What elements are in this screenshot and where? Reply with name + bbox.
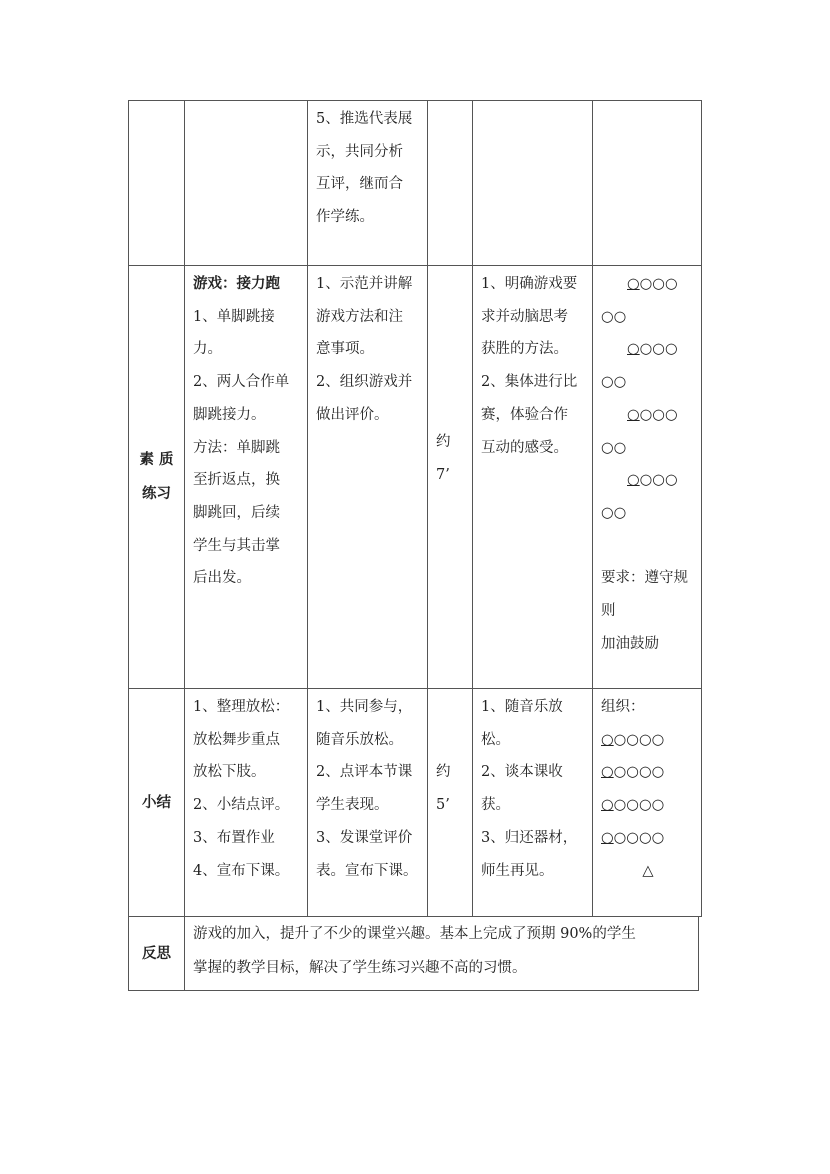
formation-row: ○○○○	[627, 341, 678, 358]
row1-time-cell	[427, 100, 473, 266]
content-line: 学生与其击掌	[193, 537, 280, 554]
row1-student-cell	[472, 100, 593, 266]
formation-row: ○○○○	[627, 472, 678, 489]
row2-content-cell	[184, 265, 308, 689]
row2-organization-cell	[592, 265, 702, 689]
formation-row: ○○○○○	[601, 797, 665, 814]
student-line: 3、归还器材，	[481, 829, 578, 846]
content-line: 放松舞步重点	[193, 731, 280, 748]
time-line: 约	[436, 764, 451, 780]
content-line: 至折返点，换	[193, 472, 280, 489]
section-label: 小结	[142, 794, 171, 811]
student-line: 求并动脑思考	[481, 308, 568, 325]
formation-row: ○○○○	[627, 276, 678, 292]
row2-label-cell	[128, 265, 185, 689]
row3-label-cell	[128, 688, 185, 917]
formation-row: ○○○○○	[601, 731, 665, 748]
section-label: 练习	[142, 486, 171, 502]
row2-teacher-cell	[307, 265, 428, 689]
row4-label-cell	[128, 916, 185, 991]
teacher-line: 2、点评本节课	[316, 764, 413, 781]
time-line: 约	[436, 434, 451, 450]
student-line: 2、集体进行比	[481, 374, 578, 391]
content-line: 1、整理放松：	[193, 699, 290, 715]
row1-content-cell	[184, 100, 308, 266]
formation-row: ○○	[601, 504, 627, 521]
teacher-line: 1、示范并讲解	[316, 276, 413, 292]
teacher-line: 表。宣布下课。	[316, 862, 418, 879]
requirement-line: 要求：遵守规	[601, 570, 688, 587]
row3-teacher-cell	[307, 688, 428, 917]
row1-teacher-cell	[307, 100, 428, 266]
content-line: 2、两人合作单	[193, 374, 290, 391]
reflection-line: 游戏的加入，提升了不少的课堂兴趣。基本上完成了预期 90%的学生	[193, 926, 636, 942]
teacher-line: 3、发课堂评价	[316, 829, 413, 846]
formation-row: ○○	[601, 308, 627, 325]
student-line: 1、明确游戏要	[481, 276, 578, 292]
content-line: 后出发。	[193, 570, 251, 587]
requirement-line: 则	[601, 603, 616, 620]
student-line: 2、谈本课收	[481, 764, 563, 781]
teacher-line: 意事项。	[316, 341, 374, 358]
row2-time-cell	[427, 265, 473, 689]
time-line: 5’	[436, 796, 450, 813]
content-line: 3、布置作业	[193, 829, 275, 846]
leader-circle: ○	[627, 276, 640, 292]
student-line: 赛，体验合作	[481, 406, 568, 423]
row1-organization-cell	[592, 100, 702, 266]
row3-student-cell	[472, 688, 593, 917]
time-line: 7’	[436, 466, 450, 483]
content-line: 脚跳接力。	[193, 406, 266, 423]
content-line: 4、宣布下课。	[193, 862, 290, 879]
teacher-line: 作学练。	[316, 209, 374, 226]
student-line: 师生再见。	[481, 862, 554, 879]
formation-row: ○○○○○	[601, 764, 665, 781]
section-label: 反思	[142, 945, 171, 962]
teacher-line: 5、推选代表展	[316, 111, 413, 127]
formation-row: ○○	[601, 439, 627, 456]
teacher-line: 互评，继而合	[316, 176, 403, 193]
teacher-line: 2、组织游戏并	[316, 374, 413, 391]
teacher-line: 做出评价。	[316, 406, 389, 423]
teacher-line: 游戏方法和注	[316, 308, 403, 325]
content-line: 2、小结点评。	[193, 797, 290, 814]
organization-title: 组织：	[601, 699, 645, 715]
teacher-line: 学生表现。	[316, 797, 389, 814]
student-line: 松。	[481, 731, 510, 748]
formation-row: ○○○○○	[601, 829, 665, 846]
student-line: 1、随音乐放	[481, 699, 563, 715]
game-title: 游戏：接力跑	[193, 276, 280, 292]
content-line: 方法：单脚跳	[193, 439, 280, 456]
row2-student-cell	[472, 265, 593, 689]
requirement-line: 加油鼓励	[601, 635, 659, 652]
section-label: 素 质	[139, 452, 174, 468]
row3-time-cell	[427, 688, 473, 917]
student-line: 获胜的方法。	[481, 341, 568, 358]
student-line: 获。	[481, 797, 510, 814]
teacher-triangle-icon: △	[642, 862, 654, 879]
reflection-cell	[184, 916, 699, 991]
teacher-line: 随音乐放松。	[316, 731, 403, 748]
student-line: 互动的感受。	[481, 439, 568, 456]
content-line: 脚跳回，后续	[193, 504, 280, 521]
row3-content-cell	[184, 688, 308, 917]
content-line: 力。	[193, 341, 222, 358]
content-line: 1、单脚跳接	[193, 308, 275, 325]
teacher-line: 1、共同参与，	[316, 699, 413, 715]
row1-label-cell	[128, 100, 185, 266]
content-line: 放松下肢。	[193, 764, 266, 781]
formation-row: ○○○○	[627, 406, 678, 423]
teacher-line: 示，共同分析	[316, 143, 403, 160]
row3-organization-cell	[592, 688, 702, 917]
reflection-line: 掌握的教学目标，解决了学生练习兴趣不高的习惯。	[193, 960, 527, 976]
formation-row: ○○	[601, 374, 627, 391]
